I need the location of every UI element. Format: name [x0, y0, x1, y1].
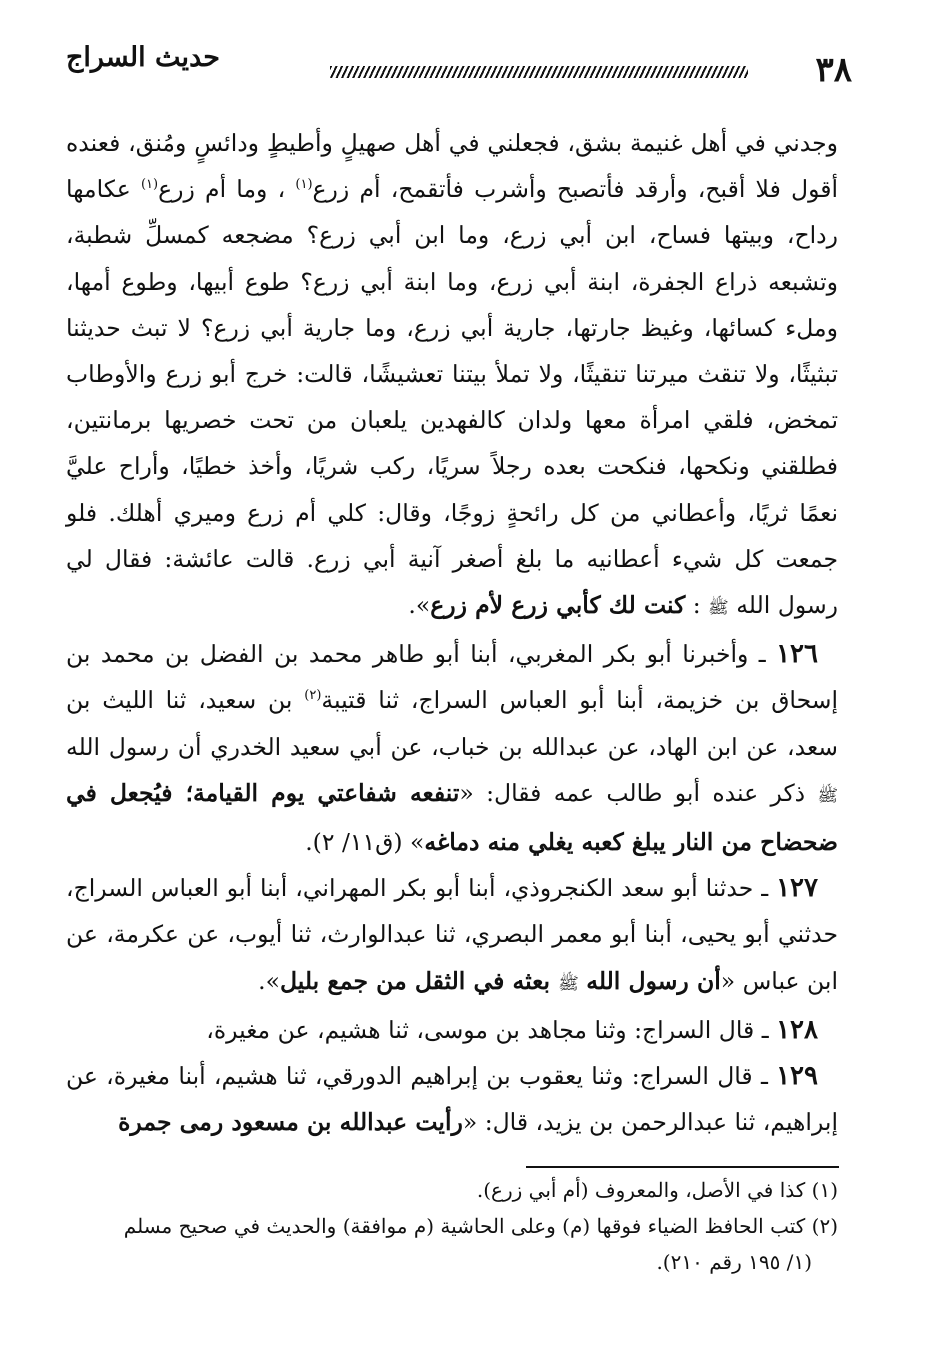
- text-run: ـ وأخبرنا أبو بكر المغربي، أبنا أبو طاهر محمد بن الفضل بن محمد بن إسحاق بن خزيمة، أبنا أبو العباس السراج، ثنا قتيبة: [66, 640, 838, 715]
- header-decorative-rule: [330, 66, 748, 78]
- footnote-separator: [526, 1166, 839, 1168]
- footnote-2: (٢) كتب الحافظ الضياء فوقها (م) وعلى الحاشية (م موافقة) والحديث في صحيح مسلم: [123, 1214, 838, 1238]
- hadith-129: [66, 1053, 838, 1145]
- salawat-glyph: ﷺ: [817, 785, 838, 806]
- hadith-quote: أن رسول الله: [586, 966, 721, 995]
- text-run: ذكر عنده أبو طالب عمه فقال: «: [459, 778, 818, 807]
- paragraph-umm-zar: [66, 120, 838, 631]
- text-run: وجدني في أهل غنيمة بشق، فجعلني في أهل صهيلٍ وأطيطٍ ودائسٍ ومُنق، فعنده أقول فلا أقبح، وأرقد فأتصبح وأشرب فأتقمح، أم زرع: [66, 129, 838, 204]
- hadith-quote: بعثه في الثقل من جمع بليل: [279, 966, 559, 995]
- hadith-quote: تنفعه شفاعتي يوم القيامة؛ فيُجعل في ضحضاح من النار يبلغ كعبه يغلي منه دماغه: [66, 778, 838, 857]
- footnote-ref: (١): [140, 177, 159, 193]
- hadith-127: [66, 865, 838, 1007]
- hadith-quote: كنت لك كأبي زرع لأم زرع: [430, 591, 686, 620]
- footnote-1: (١) كذا في الأصل، والمعروف (أم أبي زرع).: [476, 1178, 838, 1202]
- main-text: [66, 120, 838, 1145]
- text-run: ».: [258, 966, 280, 995]
- footnote-ref: (٢): [304, 688, 322, 704]
- text-run: عكامها رداح، وبيتها فساح، ابن أبي زرع، وما ابن أبي زرع؟ مضجعه كمسلِّ شطبة، وتشبعه ذراع الجفرة، ابنة أبي زرع، وما ابنة أبي زرع؟ طوع أبيها، وطوع أمها، وملء كسائها، وغيظ جارتها، جارية أبي زرع، وما جارية أبي زرع؟ لا تبث حديثنا تبثيثًا، ولا تنقث ميرتنا تنقيثًا، ولا تملأ بيتنا تعشيشًا، قالت: خرج أبو زرع والأوطاب تمخض، فلقي امرأة معها ولدان كالفهدين يلعبان من تحت خصريها برمانتين، فطلقني ونكحها، فنكحت بعده رجلاً سريًا، ركب شريًا، وأخذ خطيًا، وأراح عليَّ نعمًا ثريًا، وأعطاني من كل رائحةٍ زوجًا، وقال: كلي أم زرع وميري أهلك. فلو جمعت كل شيء أعطانيه ما بلغ أصغر آنية أبي زرع. قالت عائشة: فقال لي رسول الله: [66, 175, 838, 620]
- text-run: ـ حدثنا أبو سعد الكنجروذي، أبنا أبو بكر المهراني، أبنا أبو العباس السراج، حدثني أبو يحيى، أبنا أبو معمر البصري، ثنا عبدالوارث، ثنا أيوب، عن عكرمة، عن ابن عباس «: [66, 874, 838, 995]
- salawat-glyph: ﷺ: [558, 973, 579, 994]
- hadith-number: ١٢٨: [776, 1014, 818, 1045]
- text-run: ـ قال السراج: وثنا يعقوب بن إبراهيم الدورقي، ثنا هشيم، أبنا مغيرة، عن إبراهيم، ثنا عبدالرحمن بن يزيد، قال: «: [66, 1062, 838, 1137]
- footnote-2-continuation: (١/ ١٩٥ رقم ٢١٠).: [656, 1250, 812, 1274]
- footnote-ref: (١): [295, 177, 313, 193]
- hadith-number: ١٢٧: [776, 873, 818, 904]
- text-run: » (ق١١/ ٢).: [305, 828, 425, 857]
- footnotes: [66, 1172, 838, 1280]
- hadith-128: [66, 1007, 838, 1053]
- running-title: حديث السراج: [66, 42, 220, 73]
- text-run: :: [685, 591, 709, 620]
- text-run: ، وما أم زرع: [158, 175, 296, 204]
- text-run: ـ قال السراج: وثنا مجاهد بن موسى، ثنا هشيم، عن مغيرة،: [206, 1015, 777, 1044]
- text-run: ».: [408, 591, 431, 620]
- hadith-number: ١٢٦: [776, 639, 818, 670]
- salawat-glyph: ﷺ: [708, 598, 729, 619]
- page-number: ٣٨: [815, 50, 852, 90]
- hadith-quote: رأيت عبدالله بن مسعود رمى جمرة: [118, 1108, 463, 1137]
- hadith-126: [66, 631, 838, 865]
- text-run: بن سعيد، ثنا الليث بن سعد، عن ابن الهاد، عن عبدالله بن خباب، عن أبي سعيد الخدري أن رسول الله: [66, 686, 838, 761]
- hadith-number: ١٢٩: [776, 1061, 818, 1092]
